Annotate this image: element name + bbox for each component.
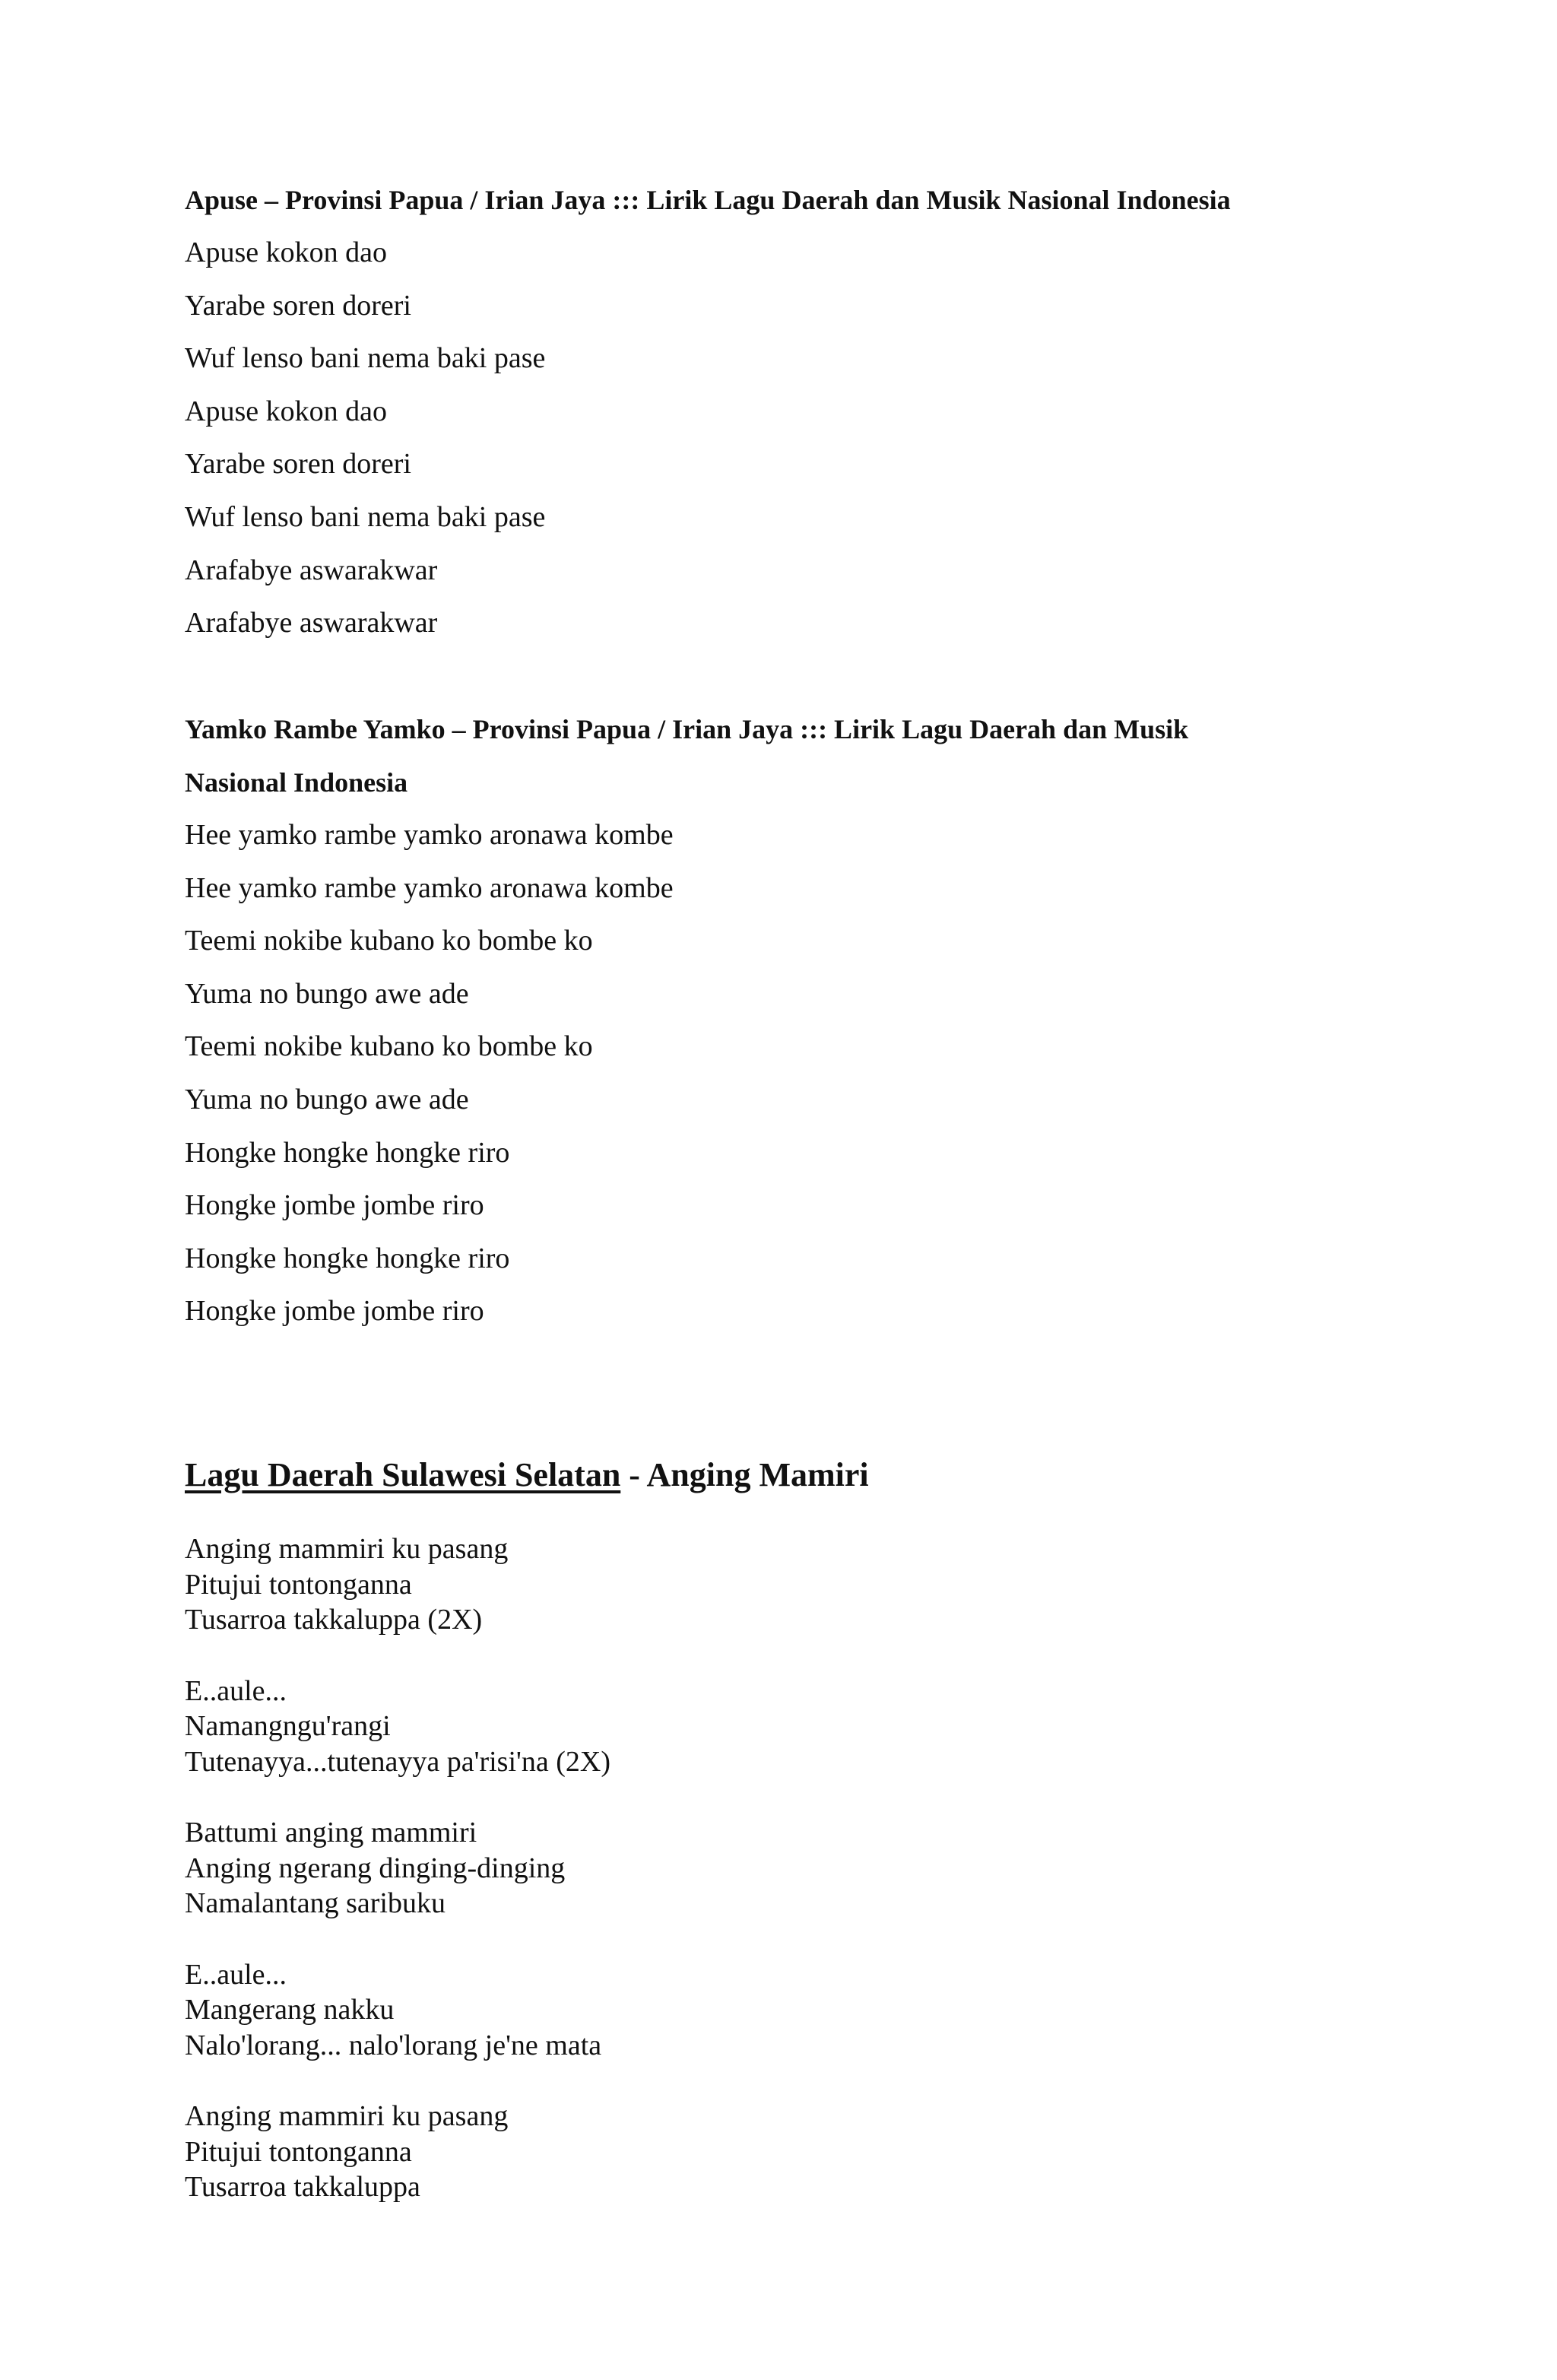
lyric-line: Hongke hongke hongke riro [185, 1136, 510, 1169]
lyric-line: Yuma no bungo awe ade [185, 1083, 469, 1115]
heading-link[interactable]: Lagu Daerah Sulawesi Selatan [185, 1456, 621, 1493]
heading-subtitle: - Anging Mamiri [620, 1456, 869, 1493]
lyric-line: Nalo'lorang... nalo'lorang je'ne mata [185, 2029, 602, 2061]
lyric-line: Apuse kokon dao [185, 395, 387, 427]
section-heading [185, 1452, 869, 1498]
song-apuse [185, 173, 1231, 650]
lyric-line: Wuf lenso bani nema baki pase [185, 342, 546, 375]
lyric-line: Anging mammiri ku pasang [185, 1533, 509, 1565]
lyric-line: Tusarroa takkaluppa (2X) [185, 1604, 483, 1636]
lyric-line: Anging ngerang dinging-dinging [185, 1852, 566, 1884]
lyric-line: Hongke jombe jombe riro [185, 1295, 484, 1328]
lyric-line: Yarabe soren doreri [185, 448, 411, 481]
stanza [185, 1815, 610, 1921]
lyric-line: E..aule... [185, 1958, 287, 1991]
lyric-line: Namangngu'rangi [185, 1710, 391, 1742]
lyric-line: Teemi nokibe kubano ko bombe ko [185, 1030, 593, 1063]
lyric-line: Anging mammiri ku pasang [185, 2100, 509, 2132]
lyric-line: Yarabe soren doreri [185, 289, 411, 322]
lyric-line: Tutenayya...tutenayya pa'risi'na (2X) [185, 1745, 610, 1778]
lyric-line: Pitujui tontonganna [185, 2135, 412, 2168]
lyric-line: Hee yamko rambe yamko aronawa kombe [185, 819, 674, 851]
lyric-line: Hee yamko rambe yamko aronawa kombe [185, 871, 674, 904]
lyric-line: Yuma no bungo awe ade [185, 977, 469, 1010]
song-title: Yamko Rambe Yamko – Provinsi Papua / Irian Jaya ::: Lirik Lagu Daerah dan Musik [185, 714, 1189, 744]
lyric-line: Namalantang saribuku [185, 1887, 446, 1919]
lyric-line: E..aule... [185, 1674, 287, 1707]
stanza [185, 1531, 610, 1638]
song-title: Apuse – Provinsi Papua / Irian Jaya ::: Lirik Lagu Daerah dan Musik Nasional Indonesia [185, 185, 1231, 215]
song-anging-mamiri [185, 1531, 610, 2241]
lyric-line: Apuse kokon dao [185, 236, 387, 268]
lyric-line: Mangerang nakku [185, 1994, 395, 2026]
lyric-line: Pitujui tontonganna [185, 1568, 412, 1601]
lyric-line: Teemi nokibe kubano ko bombe ko [185, 925, 593, 957]
song-yamko-rambe-yamko [185, 703, 1188, 1338]
lyric-line: Hongke hongke hongke riro [185, 1242, 510, 1274]
lyric-line: Arafabye aswarakwar [185, 607, 438, 639]
stanza [185, 1957, 610, 2064]
lyric-line: Wuf lenso bani nema baki pase [185, 500, 546, 533]
stanza [185, 1674, 610, 1780]
lyric-line: Hongke jombe jombe riro [185, 1189, 484, 1222]
lyric-line: Battumi anging mammiri [185, 1817, 477, 1848]
lyric-line: Tusarroa takkaluppa [185, 2171, 420, 2203]
lyric-line: Arafabye aswarakwar [185, 554, 438, 586]
song-title-continued: Nasional Indonesia [185, 767, 408, 798]
stanza [185, 2099, 610, 2205]
